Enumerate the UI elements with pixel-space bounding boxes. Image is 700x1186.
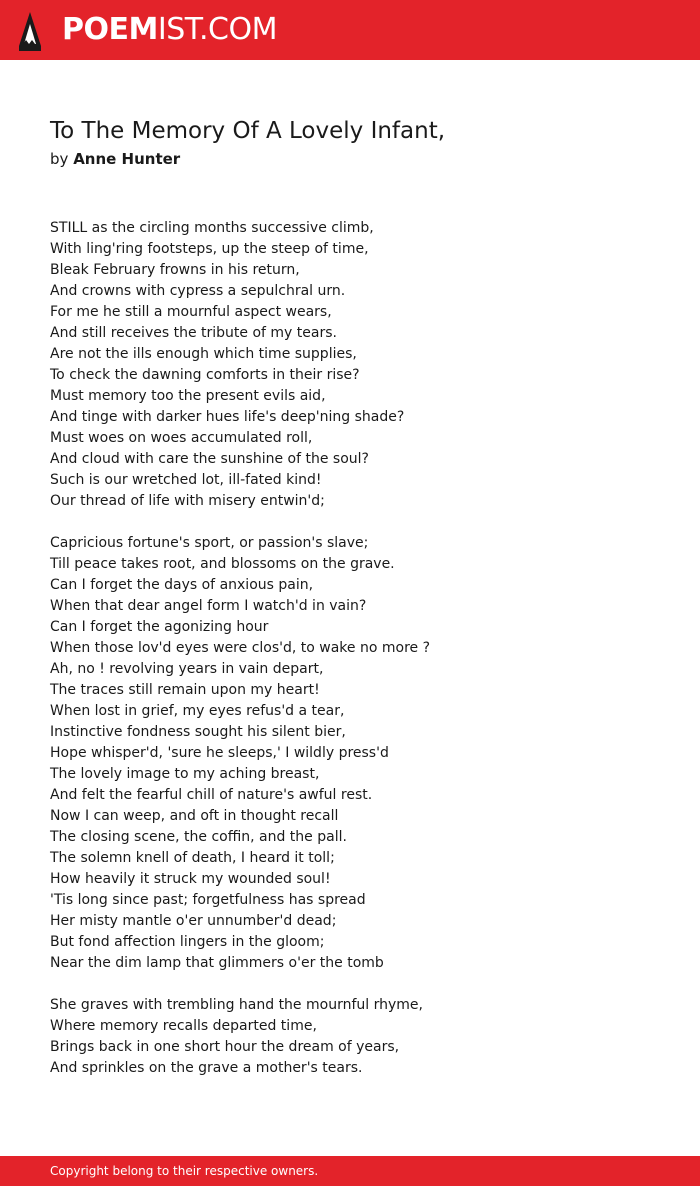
poem-stanza: [50, 533, 670, 974]
poem-line: Our thread of life with misery entwin'd;: [50, 493, 325, 509]
poem-line: How heavily it struck my wounded soul!: [50, 871, 331, 887]
copyright-text: Copyright belong to their respective owners.: [50, 1164, 319, 1178]
poem-line: Capricious fortune's sport, or passion's slave;: [50, 535, 369, 551]
poem-stanza: [50, 995, 670, 1079]
poem-author: Anne Hunter: [73, 150, 181, 168]
poem-line: Brings back in one short hour the dream of years,: [50, 1039, 400, 1055]
poem-line: The closing scene, the coffin, and the pall.: [50, 829, 347, 845]
poem-line: 'Tis long since past; forgetfulness has spread: [50, 892, 366, 908]
poem-line: Must woes on woes accumulated roll,: [50, 430, 313, 446]
site-header: [0, 0, 700, 60]
poem-line: Ah, no ! revolving years in vain depart,: [50, 661, 324, 677]
poem-line: She graves with trembling hand the mournful rhyme,: [50, 997, 423, 1013]
poem-line: Are not the ills enough which time supplies,: [50, 346, 357, 362]
poem-line: Near the dim lamp that glimmers o'er the tomb: [50, 955, 384, 971]
poem-line: When that dear angel form I watch'd in vain?: [50, 598, 367, 614]
logo-bold-text: POEM: [62, 12, 158, 47]
poem-line: And cloud with care the sunshine of the soul?: [50, 451, 369, 467]
poem-line: Can I forget the agonizing hour: [50, 619, 269, 635]
poem-line: The lovely image to my aching breast,: [50, 766, 320, 782]
poem-line: Must memory too the present evils aid,: [50, 388, 326, 404]
poem-line: And sprinkles on the grave a mother's tears.: [50, 1060, 363, 1076]
poem-line: Where memory recalls departed time,: [50, 1018, 317, 1034]
poem-line: And crowns with cypress a sepulchral urn.: [50, 283, 346, 299]
poem-stanza: [50, 218, 670, 512]
poem-line: The traces still remain upon my heart!: [50, 682, 320, 698]
logo-light-text: IST.COM: [157, 12, 277, 47]
poem-line: Instinctive fondness sought his silent bier,: [50, 724, 346, 740]
poem-line: Such is our wretched lot, ill-fated kind!: [50, 472, 322, 488]
poem-line: Bleak February frowns in his return,: [50, 262, 300, 278]
site-logo[interactable]: [62, 12, 277, 48]
poem-line: Can I forget the days of anxious pain,: [50, 577, 314, 593]
by-label: by: [50, 150, 69, 168]
poem-byline: [50, 148, 180, 170]
poem-line: When lost in grief, my eyes refus'd a tear,: [50, 703, 345, 719]
poem-line: And felt the fearful chill of nature's awful rest.: [50, 787, 373, 803]
poem-line: For me he still a mournful aspect wears,: [50, 304, 332, 320]
poem-line: When those lov'd eyes were clos'd, to wake no more ?: [50, 640, 431, 656]
poem-line: The solemn knell of death, I heard it toll;: [50, 850, 335, 866]
site-footer: [0, 1156, 700, 1186]
pencil-icon[interactable]: [17, 10, 43, 52]
poem-line: STILL as the circling months successive climb,: [50, 220, 374, 236]
poem-line: With ling'ring footsteps, up the steep of time,: [50, 241, 369, 257]
poem-line: And still receives the tribute of my tears.: [50, 325, 337, 341]
poem-body: [50, 218, 670, 1100]
poem-line: Hope whisper'd, 'sure he sleeps,' I wildly press'd: [50, 745, 389, 761]
poem-line: Now I can weep, and oft in thought recall: [50, 808, 339, 824]
poem-title: To The Memory Of A Lovely Infant,: [50, 118, 446, 144]
poem-line: Till peace takes root, and blossoms on the grave.: [50, 556, 395, 572]
poem-line: And tinge with darker hues life's deep'ning shade?: [50, 409, 405, 425]
poem-line: To check the dawning comforts in their rise?: [50, 367, 360, 383]
poem-line: Her misty mantle o'er unnumber'd dead;: [50, 913, 337, 929]
poem-line: But fond affection lingers in the gloom;: [50, 934, 325, 950]
